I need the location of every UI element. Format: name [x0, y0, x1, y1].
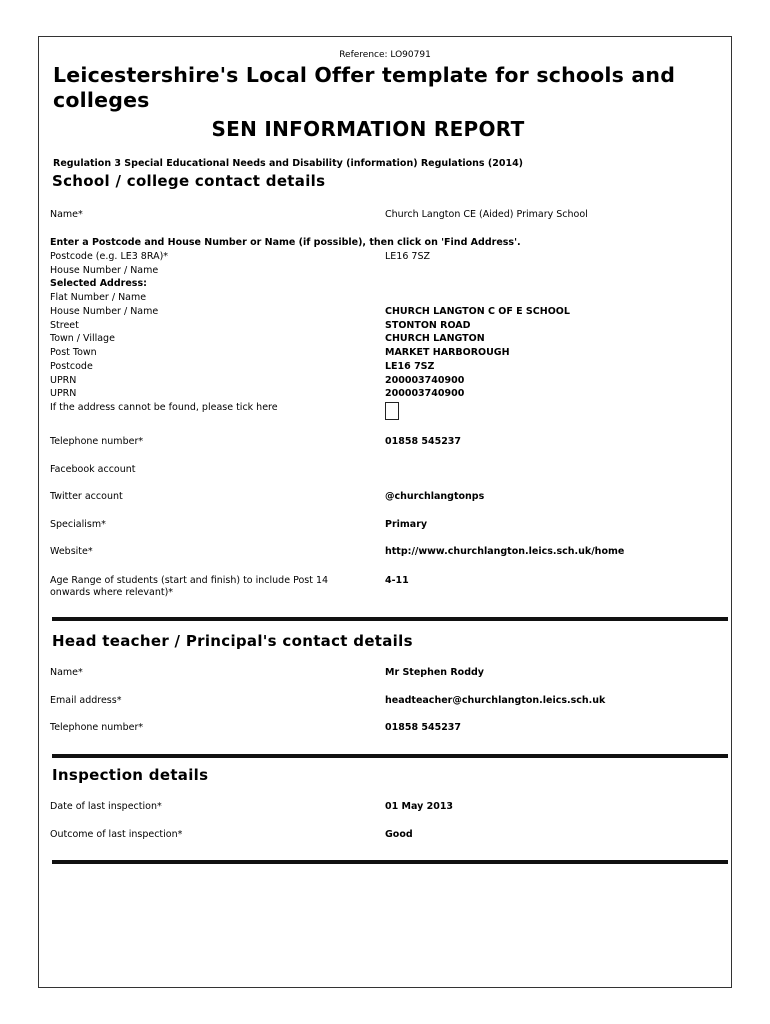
section-divider [52, 860, 728, 864]
report-title: SEN INFORMATION REPORT [211, 117, 525, 141]
address-field-label: Post Town [50, 347, 97, 358]
website-value[interactable]: http://www.churchlangton.leics.sch.uk/home [385, 546, 625, 557]
address-field-value: 200003740900 [385, 388, 465, 399]
inspection-heading: Inspection details [52, 766, 209, 784]
address-field-value: 200003740900 [385, 375, 465, 386]
inspection-outcome-value[interactable]: Good [385, 829, 413, 840]
house-number-label: House Number / Name [50, 265, 159, 276]
address-field-value: MARKET HARBOROUGH [385, 347, 510, 358]
address-field-label: House Number / Name [50, 306, 159, 317]
address-field-label: Flat Number / Name [50, 292, 147, 303]
facebook-label: Facebook account [50, 464, 136, 475]
address-not-found-checkbox[interactable] [385, 402, 399, 420]
postcode-input[interactable]: LE16 7SZ [385, 251, 430, 262]
school-name-value[interactable]: Church Langton CE (Aided) Primary School [385, 209, 588, 220]
telephone-label: Telephone number* [50, 436, 144, 447]
head-telephone-label: Telephone number* [50, 722, 144, 733]
address-field-value: STONTON ROAD [385, 320, 471, 331]
specialism-label: Specialism* [50, 519, 106, 530]
address-not-found-label: If the address cannot be found, please tick here [50, 402, 278, 413]
address-field-value: LE16 7SZ [385, 361, 435, 372]
inspection-date-label: Date of last inspection* [50, 801, 162, 812]
school-contact-heading: School / college contact details [52, 172, 326, 190]
head-contact-heading: Head teacher / Principal's contact details [52, 632, 413, 650]
head-name-value[interactable]: Mr Stephen Roddy [385, 667, 484, 678]
reference-number: Reference: LO90791 [339, 50, 431, 60]
section-divider [52, 617, 728, 621]
inspection-outcome-label: Outcome of last inspection* [50, 829, 183, 840]
address-field-value: CHURCH LANGTON C OF E SCHOOL [385, 306, 570, 317]
age-range-value[interactable]: 4-11 [385, 575, 409, 586]
regulation-text: Regulation 3 Special Educational Needs and Disability (information) Regulations (2014) [53, 158, 524, 169]
address-field-label: Town / Village [50, 333, 115, 344]
head-email-value[interactable]: headteacher@churchlangton.leics.sch.uk [385, 695, 606, 706]
specialism-value[interactable]: Primary [385, 519, 428, 530]
telephone-value[interactable]: 01858 545237 [385, 436, 462, 447]
address-field-label: UPRN [50, 388, 77, 399]
postcode-instruction: Enter a Postcode and House Number or Name (if possible), then click on 'Find Address'. [50, 237, 521, 248]
website-label: Website* [50, 546, 93, 557]
address-field-label: Postcode [50, 361, 93, 372]
inspection-date-value[interactable]: 01 May 2013 [385, 801, 454, 812]
head-telephone-value[interactable]: 01858 545237 [385, 722, 462, 733]
address-field-label: Street [50, 320, 79, 331]
document-title: Leicestershire's Local Offer template for schools and colleges [53, 63, 676, 112]
postcode-label: Postcode (e.g. LE3 8RA)* [50, 251, 169, 262]
section-divider [52, 754, 728, 758]
head-name-label: Name* [50, 667, 83, 678]
selected-address-label: Selected Address: [50, 278, 147, 289]
twitter-label: Twitter account [50, 491, 123, 502]
school-name-label: Name* [50, 209, 83, 220]
address-field-label: UPRN [50, 375, 77, 386]
head-email-label: Email address* [50, 695, 122, 706]
twitter-value[interactable]: @churchlangtonps [385, 491, 485, 502]
age-range-label: Age Range of students (start and finish) to include Post 14 onwards where relevant)* [50, 575, 329, 598]
address-field-value: CHURCH LANGTON [385, 333, 485, 344]
